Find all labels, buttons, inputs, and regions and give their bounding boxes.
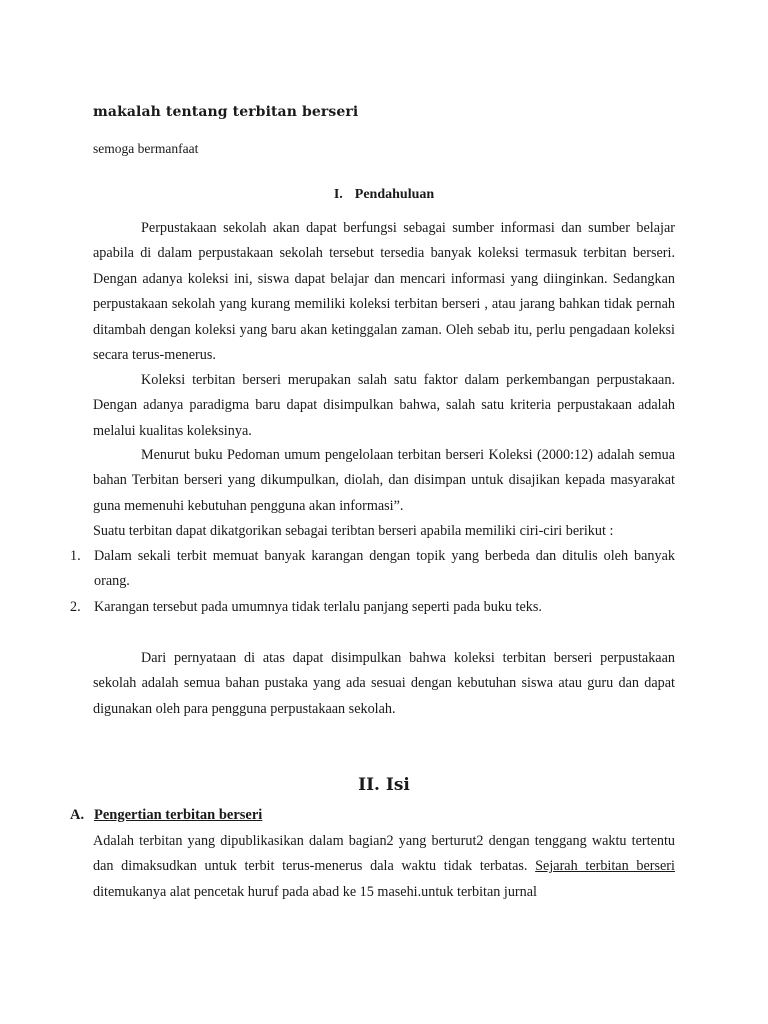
paragraph-5: Dari pernyataan di atas dapat disimpulkan bahwa koleksi terbitan berseri perpustakaan sekolah adalah semua bahan pustaka yang ada sesuai dengan kebutuhan siswa atau guru dan dapat digunakan oleh para pengguna perpustakaan sekolah.: [93, 650, 675, 717]
subsection-heading: [70, 807, 262, 824]
section-heading-pendahuluan: [0, 187, 768, 203]
section-heading-isi: II. Isi: [358, 775, 410, 795]
subsection-text: Adalah terbitan yang dipublikasikan dalam bagian2 yang berturut2 dengan tenggang waktu tertentu dan dimaksudkan untuk terbit terus-menerus dala waktu tidak terbatas.: [93, 833, 675, 875]
list-text: Karangan tersebut pada umumnya tidak terlalu panjang seperti pada buku teks.: [94, 598, 542, 615]
subsection-letter: A.: [70, 807, 85, 823]
subsection-title: Pengertian terbitan berseri: [94, 807, 263, 823]
paragraph-4: Suatu terbitan dapat dikatgorikan sebagai teribtan berseri apabila memiliki ciri-ciri berikut :: [93, 523, 614, 539]
document-title: makalah tentang terbitan berseri: [93, 104, 359, 120]
criteria-list: [70, 544, 675, 620]
list-number: 1.: [70, 548, 81, 564]
subsection-paragraph: [93, 829, 675, 905]
paragraph-1: Perpustakaan sekolah akan dapat berfungsi sebagai sumber informasi dan sumber belajar apabila di dalam perpustakaan sekolah tersebut tersedia banyak koleksi termasuk terbitan berseri. Dengan adanya koleksi ini, siswa dapat belajar dan mencari informasi yang diinginkan. Sedangkan perpustakaan sekolah yang kurang memiliki koleksi terbitan berseri , atau jarang bahkan tidak pernah ditambah dengan koleksi yang baru akan ketinggalan zaman. Oleh sebab itu, perlu pengadaan koleksi secara terus-menerus.: [93, 220, 675, 364]
section-number: I.: [333, 187, 343, 202]
subsection-text-continued: ditemukanya alat pencetak huruf pada abad ke 15 masehi.untuk terbitan jurnal: [93, 883, 537, 900]
paragraph-2: Koleksi terbitan berseri merupakan salah satu faktor dalam perkembangan perpustakaan. Dengan adanya paradigma baru dapat disimpulkan bahwa, salah satu kriteria perpustakaan adalah melalui kualitas koleksinya.: [93, 372, 675, 439]
paragraph-3: Menurut buku Pedoman umum pengelolaan terbitan berseri Koleksi (2000:12) adalah semua bahan Terbitan berseri yang dikumpulkan, diolah, dan disimpan untuk disajikan kepada masyarakat guna memenuhi kebutuhan pengguna akan informasi”.: [93, 447, 675, 514]
sejarah-link[interactable]: Sejarah terbitan berseri: [535, 858, 675, 875]
list-text: Dalam sekali terbit memuat banyak karangan dengan topik yang berbeda dan ditulis oleh banyak orang.: [94, 548, 675, 590]
list-number: 2.: [70, 598, 81, 615]
document-subtitle: semoga bermanfaat: [93, 141, 199, 156]
list-item: [70, 544, 675, 595]
list-item: [70, 595, 675, 620]
section-title: Pendahuluan: [354, 187, 435, 202]
